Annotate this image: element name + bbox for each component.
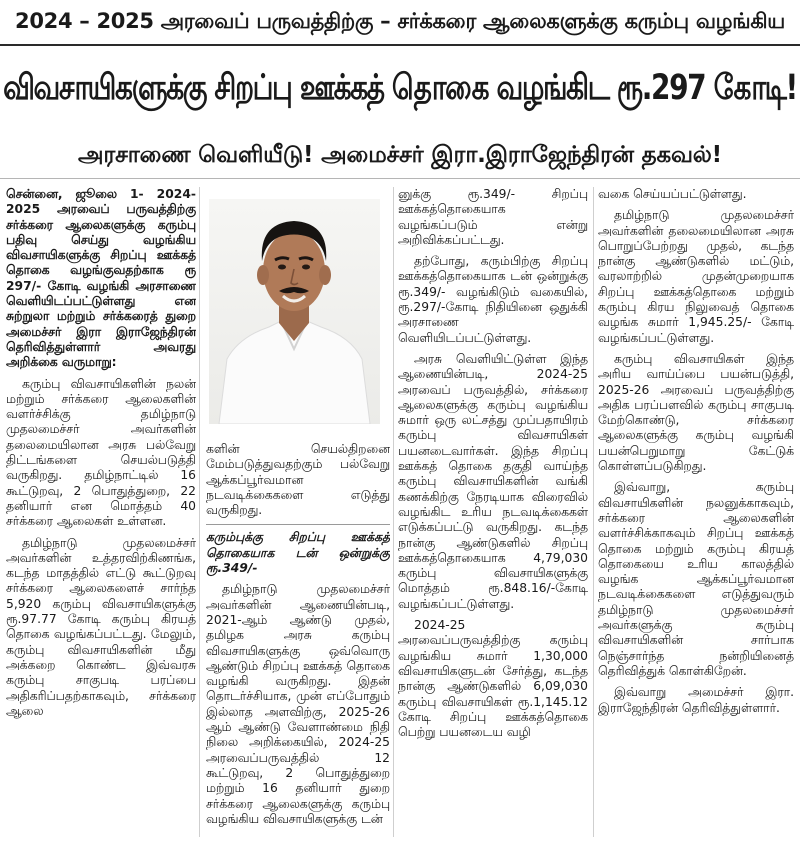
closing-paragraph: இவ்வாறு அமைச்சர் இரா. இராஜேந்திரன் தெரிவித்துள்ளார். (598, 685, 794, 715)
article-column-4 (598, 187, 794, 839)
column-rule (199, 187, 200, 837)
headline (0, 46, 800, 132)
body-paragraph: வகை செய்யப்பட்டுள்ளது. (598, 187, 747, 201)
body-paragraph: 2024-25 அரவைப்பருவத்திற்கு கரும்பு வழங்கிய சுமார் 1,30,000 விவசாயிகளுடன் சேர்த்து, கடந்த நான்கு ஆண்டுகளில் 6,09,030 கரும்பு விவசாயிகள் ரூ.1,145.12 கோடி சிறப்பு ஊக்கத்தொகை பெற்று பயனடைய வழி (398, 618, 588, 740)
column-rule (593, 187, 594, 837)
body-paragraph: னுக்கு ரூ.349/- சிறப்பு ஊக்கத்தொகையாக வழங்கப்படும் என்று அறிவிக்கப்பட்டது. (398, 187, 588, 247)
subheadline: அரசாணை வெளியீடு! அமைச்சர் இரா.இராஜேந்திரன் தகவல்! (0, 134, 800, 179)
body-paragraph: தமிழ்நாடு முதலமைச்சர் அவர்களின் ஆணையின்படி, 2021-ஆம் ஆண்டு முதல், தமிழக அரசு கரும்பு விவசாயிகளுக்கு ஒவ்வொரு ஆண்டும் சிறப்பு ஊக்கத் தொகை வழங்கி வருகிறது. இதன் தொடர்ச்சியாக, முன் எப்போதும் இல்லாத அளவிற்கு, 2025-26 ஆம் ஆண்டு வேளாண்மை நிதி நிலை அறிக்கையில், 2024-25 அரவைப்பருவத்தில் 12 கூட்டுறவு, 2 பொதுத்துறை மற்றும் 16 தனியார் துறை சர்க்கரை ஆலைகளுக்கு கரும்பு வழங்கிய விவசாயிகளுக்கு டன் (206, 582, 390, 826)
kicker-line: 2024 – 2025 அரவைப் பருவத்திற்கு – சர்க்கரை ஆலைகளுக்கு கரும்பு வழங்கிய (0, 0, 800, 46)
body-paragraph: இவ்வாறு, கரும்பு விவசாயிகளின் நலனுக்காகவும், சர்க்கரை ஆலைகளின் வளர்ச்சிக்காகவும் சிறப்பு ஊக்கத் தொகை மற்றும் கரும்பு கிரயத் தொகையை உரிய காலத்தில் வழங்க ஆக்கப்பூர்வமான நடவடிக்கைகளை எடுத்துவரும் தமிழ்நாடு முதலமைச்சர் அவர்களுக்கு கரும்பு விவசாயிகளின் சார்பாக நெஞ்சார்ந்த நன்றியினைத் தெரிவித்துக் கொள்கிறேன். (598, 480, 794, 678)
section-divider (206, 524, 390, 525)
article-column-2 (206, 442, 390, 839)
minister-portrait-photo (209, 199, 380, 424)
column-rule (393, 187, 394, 837)
body-paragraph: தமிழ்நாடு முதலமைச்சர் அவர்களின் தலைமையிலான அரசு பொறுப்பேற்றது முதல், கடந்த நான்கு ஆண்டுகளில் மட்டும், வரலாற்றில் முதன்முறையாக சிறப்பு ஊக்கத்தொகை மற்றும் கரும்பு கிரய நிலுவைத் தொகை வழங்க சுமார் 1,945.25/- கோடி வழங்கப்பட்டுள்ளது. (598, 208, 794, 345)
person-portrait-icon (209, 199, 380, 424)
body-paragraph: கரும்பு விவசாயிகள் இந்த அரிய வாய்ப்பை பயன்படுத்தி, 2025-26 அரவைப் பருவத்திற்கு அதிக பரப்பளவில் கரும்பு சாகுபடி மேற்கொண்டு, சர்க்கரை ஆலைகளுக்கு கரும்பு வழங்கி பயன்பெறுமாறு கேட்டுக் கொள்ளப்படுகிறது. (598, 351, 794, 474)
headline-text: விவசாயிகளுக்கு சிறப்பு ஊக்கத் தொகை வழங்கிட ரூ.297 கோடி! (3, 65, 797, 108)
body-paragraph: தமிழ்நாடு முதலமைச்சர் அவர்களின் உத்தரவிற்கிணங்க, கடந்த மாதத்தில் எட்டு கூட்டுறவு சர்க்கரை ஆலைகளைச் சார்ந்த 5,920 கரும்பு விவசாயிகளுக்கு ரூ.97.77 கோடி கரும்பு கிரயத் தொகை வழங்கப்பட்டது. மேலும், கரும்பு விவசாயிகளின் மீது அக்கறை கொண்ட இவ்வரசு கரும்பு சாகுபடி பரப்பை அதிகரிப்பதற்காகவும், சர்க்கரை ஆலை (6, 535, 196, 718)
body-paragraph: தற்போது, கரும்பிற்கு சிறப்பு ஊக்கத்தொகையாக டன் ஒன்றுக்கு ரூ.349/- வழங்கிடும் வகையில், ரூ.297/-கோடி நிதியினை ஒதுக்கி அரசாணை வெளியிடப்பட்டுள்ளது. (398, 254, 588, 345)
section-subheading: கரும்புக்கு சிறப்பு ஊக்கத் தொகையாக டன் ஒன்றுக்கு ரூ.349/- (206, 530, 390, 576)
lead-paragraph: சென்னை, ஜூலை 1- 2024-2025 அரவைப் பருவத்திற்கு சர்க்கரை ஆலைகளுக்கு கரும்பு பதிவு செய்து வழங்கிய விவசாயிகளுக்கு சிறப்பு ஊக்கத் தொகை வழங்குவதற்காக ரூ 297/- கோடி வழங்கி அரசாணை வெளியிடப்பட்டுள்ளது என சுற்றுலா மற்றும் சர்க்கரைத் துறை அமைச்சர் இரா இராஜேந்திரன் தெரிவித்துள்ளார் அவரது அறிக்கை வருமாறு: (6, 187, 196, 370)
article-column-3 (398, 187, 588, 839)
body-paragraph: அரசு வெளியிட்டுள்ள இந்த ஆணையின்படி, 2024-25 அரவைப் பருவத்தில், சர்க்கரை ஆலைகளுக்கு கரும்பு வழங்கிய சுமார் ஒரு லட்சத்து முப்பதாயிரம் கரும்பு விவசாயிகள் பயனடைவார்கள். இந்த சிறப்பு ஊக்கத் தொகை தகுதி வாய்ந்த கரும்பு விவசாயிகளின் வங்கி கணக்கிற்கு நேரடியாக விரைவில் வழங்கிட உரிய நடவடிக்கைகள் எடுக்கப்பட்டு வருகிறது. கடந்த நான்கு ஆண்டுகளில் சிறப்பு ஊக்கத்தொகையாக 4,79,030 கரும்பு விவசாயிகளுக்கு மொத்தம் ரூ.848.16/-கோடி வழங்கப்பட்டுள்ளது. (398, 351, 588, 611)
body-paragraph: களின் செயல்திறனை மேம்படுத்துவதற்கும் பல்வேறு ஆக்கப்பூர்வமான நடவடிக்கைகளை எடுத்து வருகிறது. (206, 442, 390, 518)
body-paragraph: கரும்பு விவசாயிகளின் நலன் மற்றும் சர்க்கரை ஆலைகளின் வளர்ச்சிக்கு தமிழ்நாடு முதலமைச்சர் அவர்களின் தலைமையிலான அரசு பல்வேறு திட்டங்களை செயல்படுத்தி வருகிறது. தமிழ்நாட்டில் 16 கூட்டுறவு, 2 பொதுத்துறை, 22 தனியார் என மொத்தம் 40 சர்க்கரை ஆலைகள் உள்ளன. (6, 376, 196, 529)
article-column-1 (6, 187, 196, 839)
